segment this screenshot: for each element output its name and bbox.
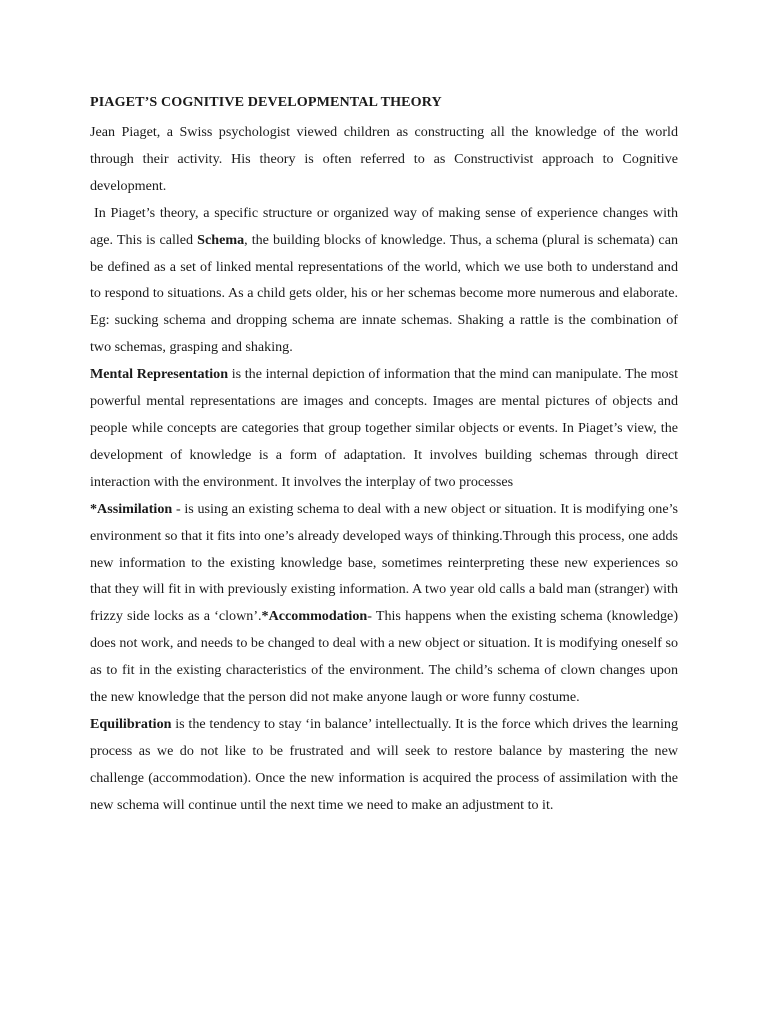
term-schema: Schema <box>197 231 245 248</box>
equilibration-text: is the tendency to stay ‘in balance’ intellectually. It is the force which drives the learning process as we do not like to be frustrated and will seek to restore balance by mastering the new challenge (accommodation). Once the new information is acquired the process of assimilation with the new schema will continue until the next time we need to make an adjustment to it. <box>90 715 678 813</box>
document-page <box>90 92 678 819</box>
document-title: PIAGET’S COGNITIVE DEVELOPMENTAL THEORY <box>90 94 442 110</box>
schema-text-before: In Piaget’s theory, a specific structure or organized way of making sense of experience changes with age. This is called <box>90 204 678 248</box>
term-equilibration: Equilibration <box>90 715 172 732</box>
mental-representation-text: is the internal depiction of information that the mind can manipulate. The most powerful mental representations are images and concepts. Images are mental pictures of objects and people while concepts are categories that group together similar objects or events. In Piaget’s view, the development of knowledge is a form of adaptation. It involves building schemas through direct interaction with the environment. It involves the interplay of two processes <box>90 366 678 490</box>
paragraph-assimilation-accommodation <box>90 496 678 711</box>
paragraph-intro: Jean Piaget, a Swiss psychologist viewed children as constructing all the knowledge of the world through their activity. His theory is often referred to as Constructivist approach to Cognitive development. <box>90 124 678 194</box>
paragraph-equilibration <box>90 711 678 819</box>
term-accommodation: *Accommodation <box>261 608 368 625</box>
accommodation-text: - This happens when the existing schema (knowledge) does not work, and needs to be changed to deal with a new object or situation. It is modifying oneself so as to fit in the existing characteristics of the environment. The child’s schema of clown changes upon the new knowledge that the person did not make anyone laugh or wore funny costume. <box>90 608 679 706</box>
schema-text-after: , the building blocks of knowledge. Thus, a schema (plural is schemata) can be defined as a set of linked mental representations of the world, which we use both to understand and to respond to situations. As a child gets older, his or her schemas become more numerous and elaborate. Eg: sucking schema and dropping schema are innate schemas. Shaking a rattle is the combination of two schemas, grasping and shaking. <box>90 231 678 356</box>
paragraph-schema <box>90 200 678 361</box>
assimilation-text: - is using an existing schema to deal with a new object or situation. It is modifying one’s environment so that it fits into one’s already developed ways of thinking.Through this process, one adds new information to the existing knowledge base, sometimes reinterpreting these new experiences so that they will fit in with previously existing information. A two year old calls a bald man (stranger) with frizzy side locks as a ‘clown’. <box>90 500 678 625</box>
term-mental-representation: Mental Representation <box>90 366 229 383</box>
term-assimilation: *Assimilation <box>90 500 173 517</box>
paragraph-mental-representation <box>90 361 678 496</box>
